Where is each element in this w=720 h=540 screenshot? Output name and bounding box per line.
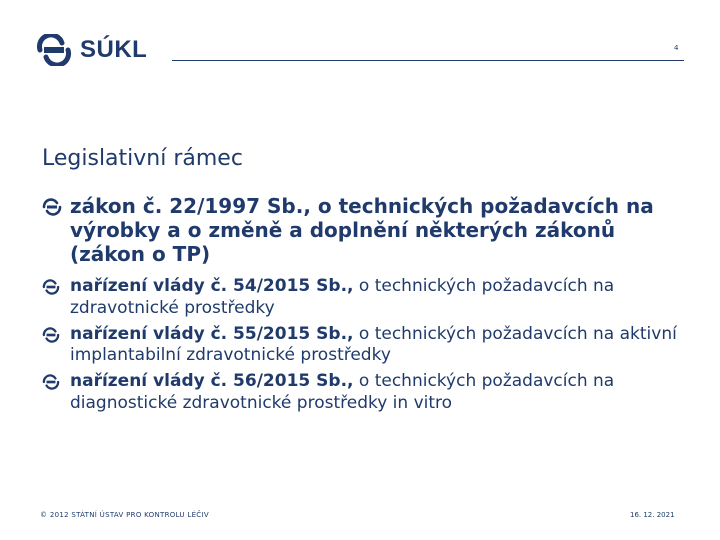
- footer-date: 16. 12. 2021: [630, 511, 675, 519]
- slide-title: Legislativní rámec: [42, 146, 243, 171]
- sukl-bullet-icon: [42, 374, 60, 390]
- sukl-bullet-icon: [42, 327, 60, 343]
- sukl-bullet-icon: [42, 279, 60, 295]
- page-number: 4: [674, 44, 679, 52]
- item-reference: nařízení vlády č. 56/2015 Sb.,: [70, 371, 354, 391]
- item-description: o technických požadavcích na diagnostické zdravotnické prostředky in vitro: [70, 371, 615, 413]
- header-divider: [172, 60, 684, 61]
- bullet-list: [42, 194, 682, 419]
- item-reference: nařízení vlády č. 55/2015 Sb.,: [70, 323, 354, 344]
- main-item-text: zákon č. 22/1997 Sb., o technických požadavcích na výrobky a o změně a doplnění některých zákonů (zákon o TP): [70, 194, 654, 266]
- sukl-logo-icon: [36, 34, 72, 66]
- item-description: o technických požadavcích na aktivní implantabilní zdravotnické prostředky: [70, 323, 677, 366]
- footer-copyright: © 2012 STÁTNÍ ÚSTAV PRO KONTROLU LÉČIV: [40, 511, 209, 519]
- list-item-nv56: [42, 371, 682, 415]
- list-item-main: [42, 194, 682, 266]
- sukl-logo: [36, 34, 147, 66]
- item-reference: nařízení vlády č. 54/2015 Sb.,: [70, 276, 354, 296]
- sukl-bullet-icon: [42, 198, 62, 216]
- logo-text: SÚKL: [80, 36, 148, 63]
- list-item-nv55: [42, 324, 682, 368]
- list-item-nv54: [42, 276, 682, 320]
- item-description: o technických požadavcích na zdravotnické prostředky: [70, 276, 615, 318]
